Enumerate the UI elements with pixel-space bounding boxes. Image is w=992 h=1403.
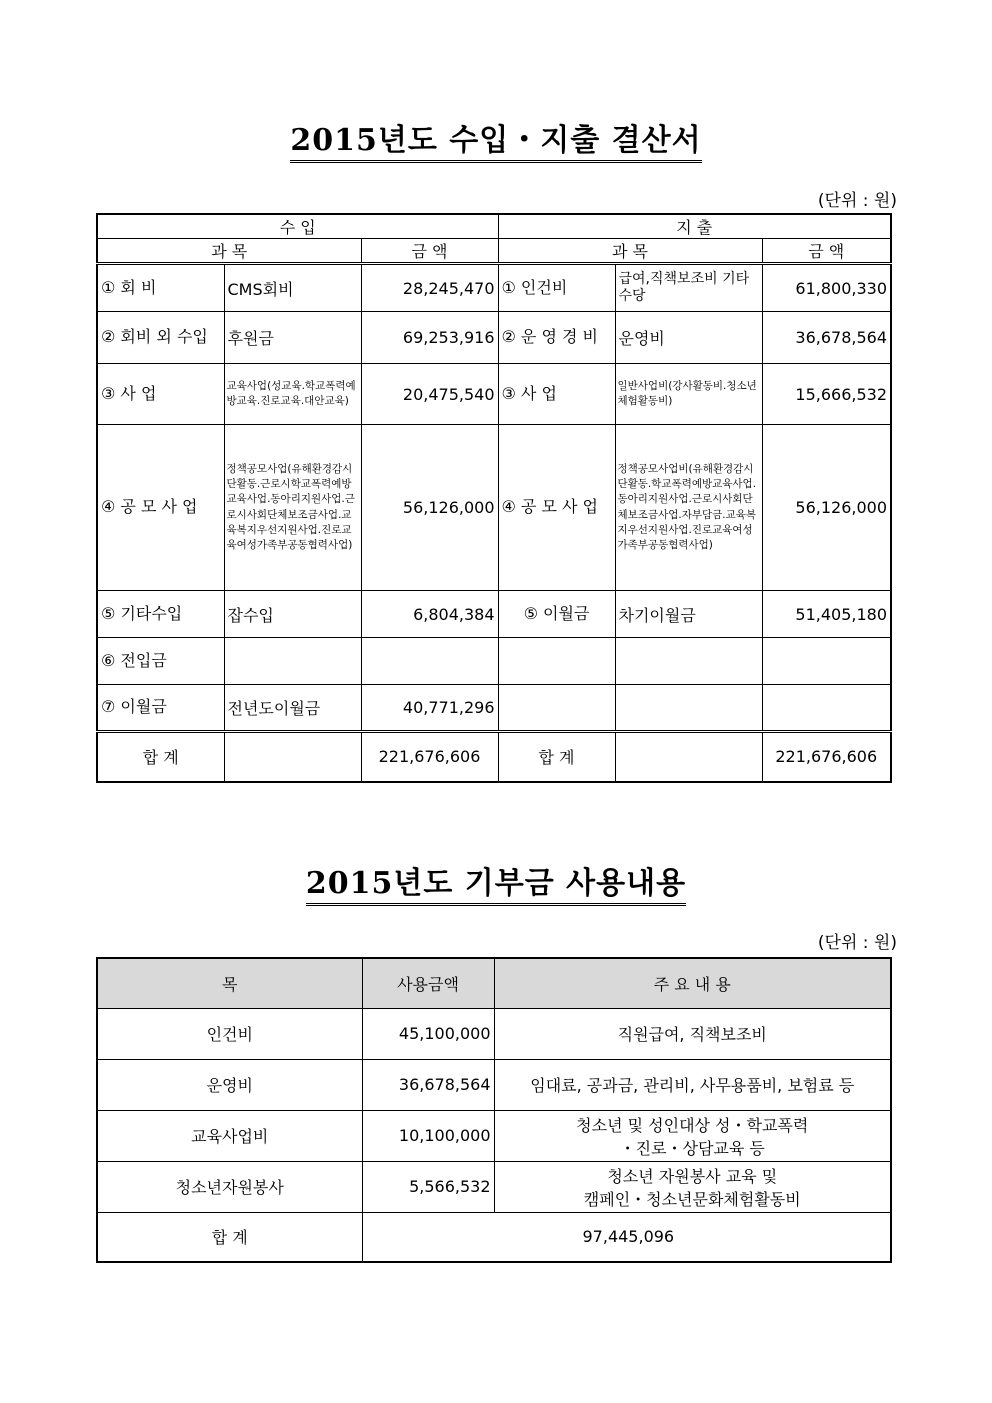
income-amount: 69,253,916 [361,312,498,364]
income-category: ⑤ 기타수입 [97,591,224,638]
income-category: ④ 공 모 사 업 [97,425,224,591]
total-row [97,1212,891,1262]
income-subject-header: 과 목 [97,239,361,264]
income-category: ⑦ 이월금 [97,685,224,732]
donation-table [96,957,892,1263]
donation-content-header: 주 요 내 용 [494,958,891,1008]
budget-unit: (단위 : 원) [817,191,897,211]
expense-category: ① 인건비 [498,264,615,312]
table-row [97,685,891,732]
income-amount: 56,126,000 [361,425,498,591]
donation-item: 청소년자원봉사 [97,1161,362,1212]
donation-item: 인건비 [97,1008,362,1059]
donation-content: 직원급여, 직책보조비 [494,1008,891,1059]
income-amount [361,638,498,685]
income-amount: 20,475,540 [361,364,498,425]
expense-item: 일반사업비(강사활동비.청소년체험활동비) [615,364,762,425]
donation-content: 청소년 자원봉사 교육 및 캠페인・청소년문화체험활동비 [494,1161,891,1212]
expense-item: 정책공모사업비(유해환경감시단활동.학교폭력예방교육사업.동아리지원사업.근로시사회단체보조금사업.자부담금.교육복지우선지원사업.진로교육여성가족부공동협력사업) [615,425,762,591]
donation-title: 2015년도 기부금 사용내용 [0,858,992,902]
expense-item: 운영비 [615,312,762,364]
budget-table [96,213,892,783]
income-amount: 6,804,384 [361,591,498,638]
income-item: 정책공모사업(유해환경감시단활동.근로시학교폭력예방교육사업.동아리지원사업.근로시사회단체보조금사업.교육복지우선지원사업.진로교육여성가족부공동협력사업) [224,425,361,591]
table-row [97,364,891,425]
donation-total-label: 합 계 [97,1212,362,1262]
budget-title: 2015년도 수입・지출 결산서 [0,115,992,159]
expense-category [498,638,615,685]
income-total-label: 합 계 [97,732,224,782]
donation-amount: 5,566,532 [362,1161,494,1212]
expense-category: ④ 공 모 사 업 [498,425,615,591]
table-row [97,1161,891,1212]
empty-cell [224,732,361,782]
expense-item: 급여,직책보조비 기타수당 [615,264,762,312]
income-category: ⑥ 전입금 [97,638,224,685]
income-total: 221,676,606 [361,732,498,782]
donation-content: 임대료, 공과금, 관리비, 사무용품비, 보험료 등 [494,1059,891,1110]
income-item: 교육사업(성교육.학교폭력예방교육.진로교육.대안교육) [224,364,361,425]
expense-amount: 36,678,564 [762,312,891,364]
table-row [97,1110,891,1161]
income-item [224,638,361,685]
total-row [97,732,891,782]
income-item: 잡수입 [224,591,361,638]
expense-category: ⑤ 이월금 [498,591,615,638]
empty-cell [615,732,762,782]
income-item: CMS회비 [224,264,361,312]
donation-total-amount: 97,445,096 [362,1212,891,1262]
donation-amount-header: 사용금액 [362,958,494,1008]
expense-amount: 15,666,532 [762,364,891,425]
expense-subject-header: 과 목 [498,239,762,264]
expense-category: ② 운 영 경 비 [498,312,615,364]
expense-amount [762,638,891,685]
table-row [97,264,891,312]
expense-header: 지 출 [498,214,891,239]
expense-category [498,685,615,732]
donation-unit: (단위 : 원) [817,933,897,953]
table-row [97,638,891,685]
expense-item: 차기이월금 [615,591,762,638]
expense-category: ③ 사 업 [498,364,615,425]
table-row [97,591,891,638]
income-amount: 28,245,470 [361,264,498,312]
donation-amount: 10,100,000 [362,1110,494,1161]
table-row [97,1059,891,1110]
donation-item: 운영비 [97,1059,362,1110]
table-row [97,312,891,364]
table-row [97,425,891,591]
income-header: 수 입 [97,214,498,239]
donation-amount: 45,100,000 [362,1008,494,1059]
income-item: 전년도이월금 [224,685,361,732]
expense-total: 221,676,606 [762,732,891,782]
expense-total-label: 합 계 [498,732,615,782]
expense-amount-header: 금 액 [762,239,891,264]
donation-amount: 36,678,564 [362,1059,494,1110]
donation-content: 청소년 및 성인대상 성・학교폭력 ・진로・상담교육 등 [494,1110,891,1161]
income-item: 후원금 [224,312,361,364]
expense-amount: 51,405,180 [762,591,891,638]
income-amount: 40,771,296 [361,685,498,732]
income-category: ② 회비 외 수입 [97,312,224,364]
expense-item [615,638,762,685]
expense-amount: 61,800,330 [762,264,891,312]
table-row [97,1008,891,1059]
expense-item [615,685,762,732]
income-amount-header: 금 액 [361,239,498,264]
expense-amount [762,685,891,732]
income-category: ① 회 비 [97,264,224,312]
expense-amount: 56,126,000 [762,425,891,591]
donation-item-header: 목 [97,958,362,1008]
income-category: ③ 사 업 [97,364,224,425]
donation-item: 교육사업비 [97,1110,362,1161]
